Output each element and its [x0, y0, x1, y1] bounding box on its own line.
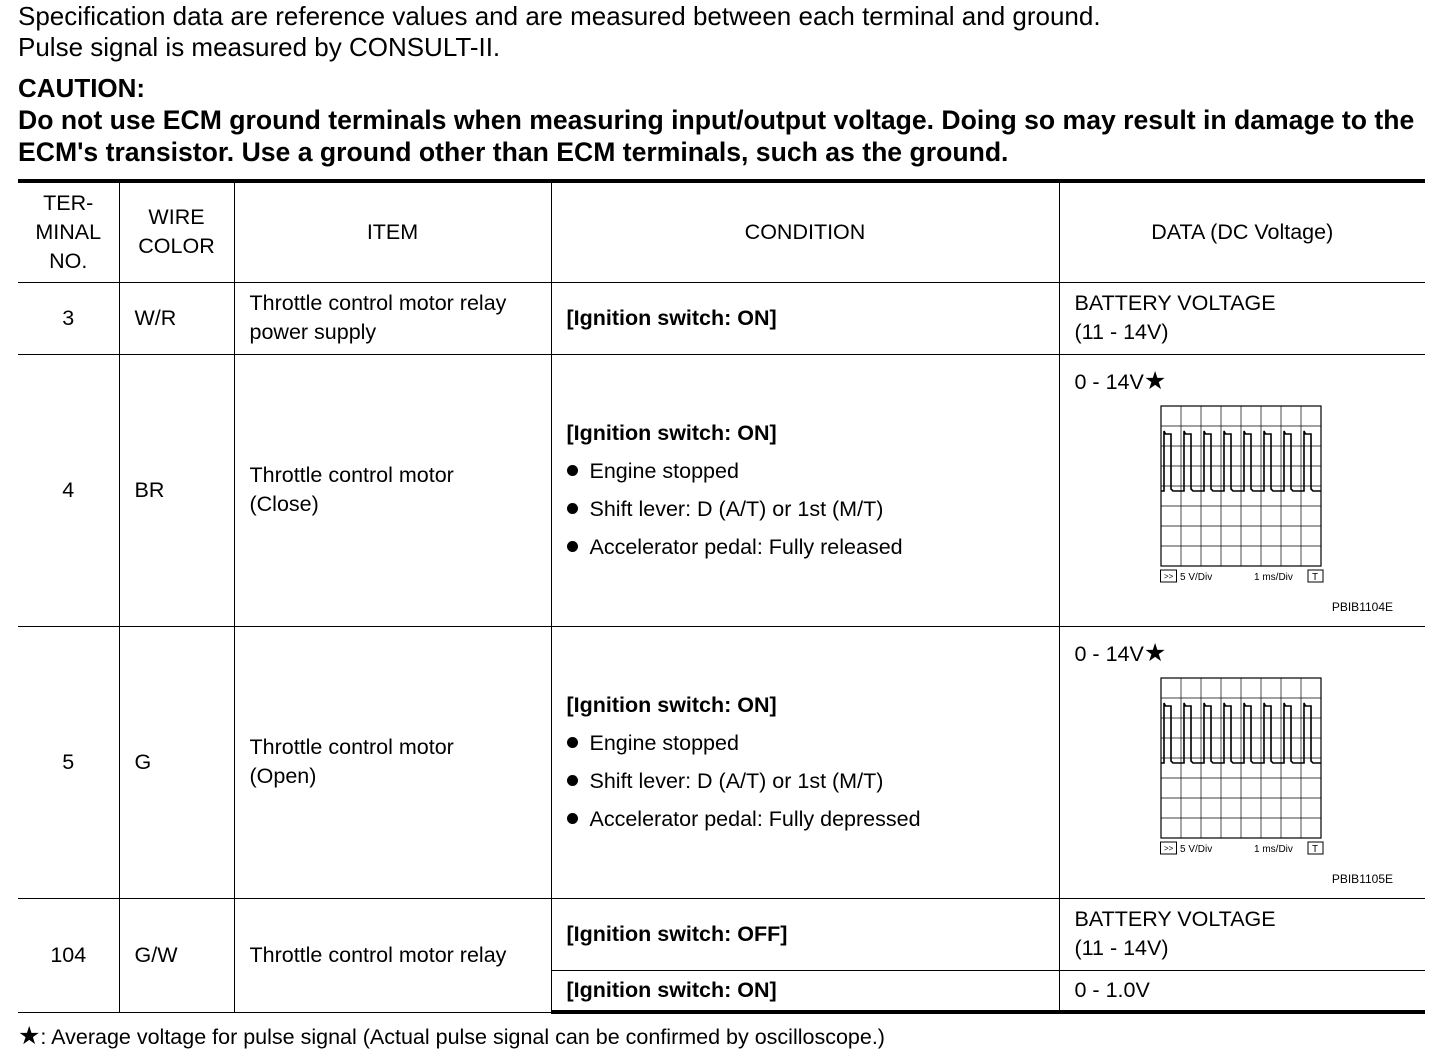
- pulse-voltage-text: 0 - 14V: [1074, 641, 1144, 666]
- data-line: BATTERY VOLTAGE: [1074, 291, 1276, 315]
- table-header-row: [18, 181, 1425, 282]
- star-icon: ★: [1143, 366, 1167, 395]
- terminal-no: 3: [18, 282, 119, 354]
- data-value: 0 - 1.0V: [1059, 970, 1425, 1012]
- item: [234, 282, 551, 354]
- item-line: Throttle control motor relay: [249, 291, 507, 315]
- list-item: [567, 724, 1059, 762]
- trigger-label: T: [1311, 571, 1318, 583]
- header-data: DATA (DC Voltage): [1059, 181, 1425, 282]
- bullet-icon: [567, 541, 578, 552]
- list-item: [567, 528, 1059, 566]
- scroll-icon-glyph: >>: [1163, 571, 1173, 581]
- item: [234, 354, 551, 626]
- figure-code: PBIB1104E: [1331, 599, 1393, 614]
- list-item-text: Engine stopped: [589, 459, 739, 483]
- pulse-voltage-text: 0 - 14V: [1074, 369, 1144, 394]
- bullet-icon: [567, 503, 578, 514]
- header-terminal-line: TER-: [43, 190, 94, 215]
- caution-text: Do not use ECM ground terminals when measuring input/output voltage. Doing so may result in damage to the ECM's transistor. Use a ground other than ECM terminals, such as the ground.: [18, 105, 1415, 167]
- star-icon: ★: [1143, 638, 1167, 667]
- item-line: Throttle control motor: [249, 735, 454, 759]
- data-line: BATTERY VOLTAGE: [1074, 907, 1276, 931]
- data-value: [1059, 282, 1425, 354]
- item-line: Throttle control motor: [249, 463, 454, 487]
- pulse-voltage: [1075, 639, 1167, 668]
- data-value: [1059, 354, 1425, 626]
- list-item-text: Accelerator pedal: Fully released: [589, 535, 903, 559]
- condition: [Ignition switch: OFF]: [551, 898, 1059, 970]
- footnote: [18, 1022, 885, 1051]
- header-terminal-line: NO.: [49, 248, 88, 273]
- header-terminal-no: [18, 181, 119, 282]
- condition: [Ignition switch: ON]: [551, 282, 1059, 354]
- header-terminal-line: MINAL: [35, 219, 102, 244]
- table-row: [18, 282, 1425, 354]
- volt-div-label: 5 V/Div: [1179, 843, 1212, 855]
- terminal-no: 5: [18, 626, 119, 898]
- intro-line-2: Pulse signal is measured by CONSULT-II.: [18, 32, 501, 62]
- table-row: [18, 898, 1425, 970]
- bullet-icon: [567, 813, 578, 824]
- scope-figure: [1060, 355, 1426, 626]
- oscilloscope-graph: [1160, 405, 1325, 587]
- list-item: [567, 452, 1059, 490]
- condition-list: [567, 724, 1059, 838]
- time-div-label: 1 ms/Div: [1253, 843, 1293, 855]
- wire-color: BR: [119, 354, 234, 626]
- pulse-voltage: [1075, 367, 1167, 396]
- list-item: [567, 762, 1059, 800]
- time-div-label: 1 ms/Div: [1253, 571, 1293, 583]
- condition-list: [567, 452, 1059, 566]
- figure-code: PBIB1105E: [1331, 871, 1393, 886]
- scope-figure: [1060, 627, 1426, 898]
- list-item-text: Shift lever: D (A/T) or 1st (M/T): [589, 769, 884, 793]
- terminal-no: 4: [18, 354, 119, 626]
- caution-heading: CAUTION:: [18, 73, 146, 103]
- header-wire-line: COLOR: [138, 234, 215, 259]
- terminal-spec-table: [18, 179, 1425, 1014]
- condition-heading: [Ignition switch: ON]: [566, 421, 777, 445]
- intro-line-1: Specification data are reference values and are measured between each terminal and ground.: [18, 1, 1101, 31]
- data-value: [1059, 626, 1425, 898]
- header-wire-line: WIRE: [148, 205, 205, 230]
- condition: [551, 626, 1059, 898]
- terminal-no: 104: [18, 898, 119, 1012]
- list-item: [567, 800, 1059, 838]
- condition-heading: [Ignition switch: ON]: [566, 693, 777, 717]
- table-row: [18, 354, 1425, 626]
- condition: [Ignition switch: ON]: [551, 970, 1059, 1012]
- list-item-text: Shift lever: D (A/T) or 1st (M/T): [589, 497, 884, 521]
- header-wire-color: [119, 181, 234, 282]
- data-line: (11 - 14V): [1074, 320, 1169, 344]
- item: Throttle control motor relay: [234, 898, 551, 1012]
- wire-color: G/W: [119, 898, 234, 1012]
- header-item: ITEM: [234, 181, 551, 282]
- item-line: (Open): [249, 764, 317, 788]
- wire-color: G: [119, 626, 234, 898]
- table-row: [18, 626, 1425, 898]
- list-item-text: Accelerator pedal: Fully depressed: [589, 807, 921, 831]
- trigger-label: T: [1311, 843, 1318, 855]
- item-line: power supply: [249, 320, 377, 344]
- list-item-text: Engine stopped: [589, 731, 739, 755]
- bullet-icon: [567, 775, 578, 786]
- list-item: [567, 490, 1059, 528]
- star-icon: ★: [18, 1022, 41, 1050]
- bullet-icon: [567, 465, 578, 476]
- header-condition: CONDITION: [551, 181, 1059, 282]
- bullet-icon: [567, 737, 578, 748]
- item-line: (Close): [249, 492, 319, 516]
- wire-color: W/R: [119, 282, 234, 354]
- data-line: (11 - 14V): [1074, 936, 1169, 960]
- scroll-icon-glyph: >>: [1163, 843, 1173, 853]
- item: [234, 626, 551, 898]
- volt-div-label: 5 V/Div: [1179, 571, 1212, 583]
- data-value: [1059, 898, 1425, 970]
- condition: [551, 354, 1059, 626]
- oscilloscope-graph: [1160, 677, 1325, 859]
- footnote-text: : Average voltage for pulse signal (Actual pulse signal can be confirmed by oscilloscope.): [40, 1025, 885, 1049]
